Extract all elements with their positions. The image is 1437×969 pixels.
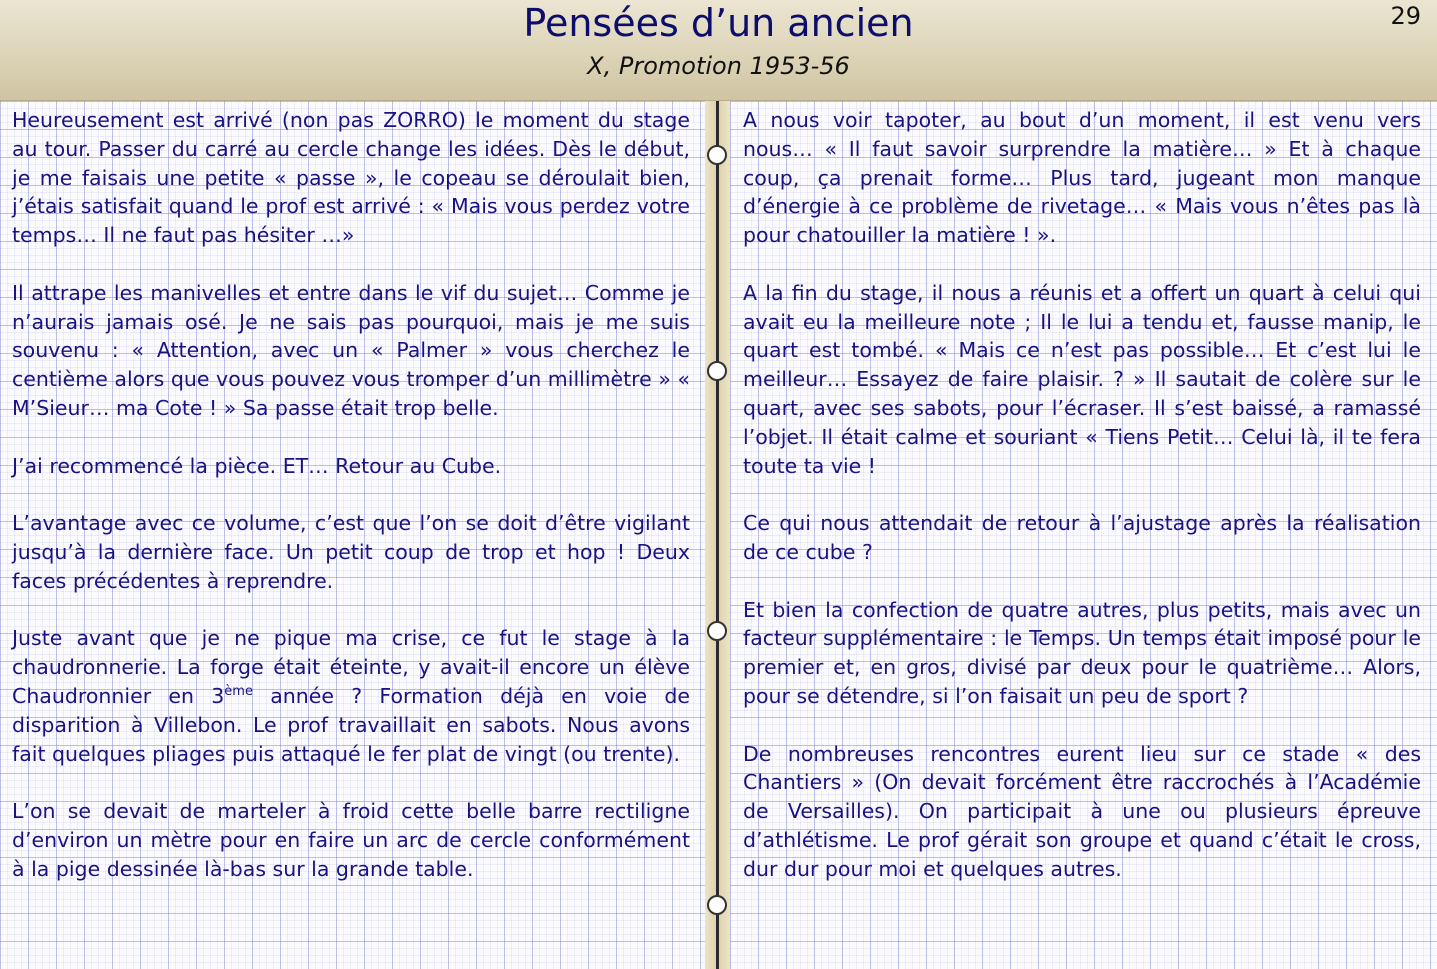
paragraph: L’on se devait de marteler à froid cette belle barre rectiligne d’environ un mètre pour en faire un arc de cercle conformément à la pige dessinée là-bas sur la grande table. [12, 799, 690, 881]
paragraph [12, 624, 690, 768]
paragraph: Heureusement est arrivé (non pas ZORRO) le moment du stage au tour. Passer du carré au cercle change les idées. Dès le début, je me faisais une petite « passe », le copeau se déroulait bien, j’étais satisfait quand le prof est arrivé : « Mais vous perdez votre temps… Il ne faut pas hésiter …» [12, 108, 690, 248]
header-banner [0, 0, 1437, 101]
binder-ring [707, 895, 727, 915]
page-number: 29 [1390, 2, 1421, 30]
binder-ring [707, 361, 727, 381]
binder-ring [707, 621, 727, 641]
spine-line [716, 101, 719, 969]
paragraph: A nous voir tapoter, au bout d’un moment, il est venu vers nous… « Il faut savoir surprendre la matière… » Et à chaque coup, ça prenait forme… Plus tard, jugeant mon manque d’énergie à ce problème de rivetage… « Mais vous n’êtes pas là pour chatouiller la matière ! ». [743, 108, 1421, 248]
right-text-column [743, 106, 1421, 884]
paragraph: Ce qui nous attendait de retour à l’ajustage après la réalisation de ce cube ? [743, 511, 1421, 564]
superscript: ème [224, 684, 253, 700]
page-title: Pensées d’un ancien [523, 1, 914, 45]
paragraph: A la fin du stage, il nous a réunis et a offert un quart à celui qui avait eu la meilleure note ; Il le lui a tendu et, fausse manip, le quart est tombé. « Mais ce n’est pas possible… Et c’est lui le meilleur… Essayez de faire plaisir. ? » Il sautait de colère sur le quart, avec ses sabots, pour l’écraser. Il s’est baissé, a ramassé l’objet. Il était calme et souriant « Tiens Petit… Celui là, il te fera toute ta vie ! [743, 280, 1421, 478]
text-run: Juste avant que je ne pique ma crise, ce fut le stage à la chaudronnerie. La forge était éteinte, y avait-il encore un élève Chaudronnier en 3 [12, 626, 690, 708]
paragraph: De nombreuses rencontres eurent lieu sur ce stade « des Chantiers » (On devait forcément être raccrochés à l’Académie de Versailles). On participait à une ou plusieurs épreuve d’athlétisme. Le prof gérait son groupe et quand c’était le cross, dur dur pour moi et quelques autres. [743, 741, 1421, 881]
paragraph: Il attrape les manivelles et entre dans le vif du sujet… Comme je n’aurais jamais osé. Je ne sais pas pourquoi, mais je me suis souvenu : « Attention, avec un « Palmer » vous cherchez le centième alors que vous pouvez vous tromper d’un millimètre » « M’Sieur… ma Cote ! » Sa passe était trop belle. [12, 280, 690, 420]
paragraph: J’ai recommencé la pièce. ET… Retour au Cube. [12, 453, 502, 478]
binder-ring [707, 145, 727, 165]
text-run: année ? Formation déjà en voie de disparition à Villebon. Le prof travaillait en sabots. Nous avons fait quelques pliages puis attaqué le fer plat de vingt (ou trente). [12, 683, 691, 766]
paragraph: L’avantage avec ce volume, c’est que l’on se doit d’être vigilant jusqu’à la dernière face. Un petit coup de trop et hop ! Deux faces précédentes à reprendre. [12, 511, 690, 593]
paragraph: Et bien la confection de quatre autres, plus petits, mais avec un facteur supplémentaire : le Temps. Un temps était imposé pour le premier et, en gros, divisé par deux pour le quatrième… Alors, pour se détendre, si l’on faisait un peu de sport ? [743, 597, 1421, 708]
left-text-column [12, 106, 690, 884]
page-subtitle: X, Promotion 1953-56 [587, 52, 850, 80]
